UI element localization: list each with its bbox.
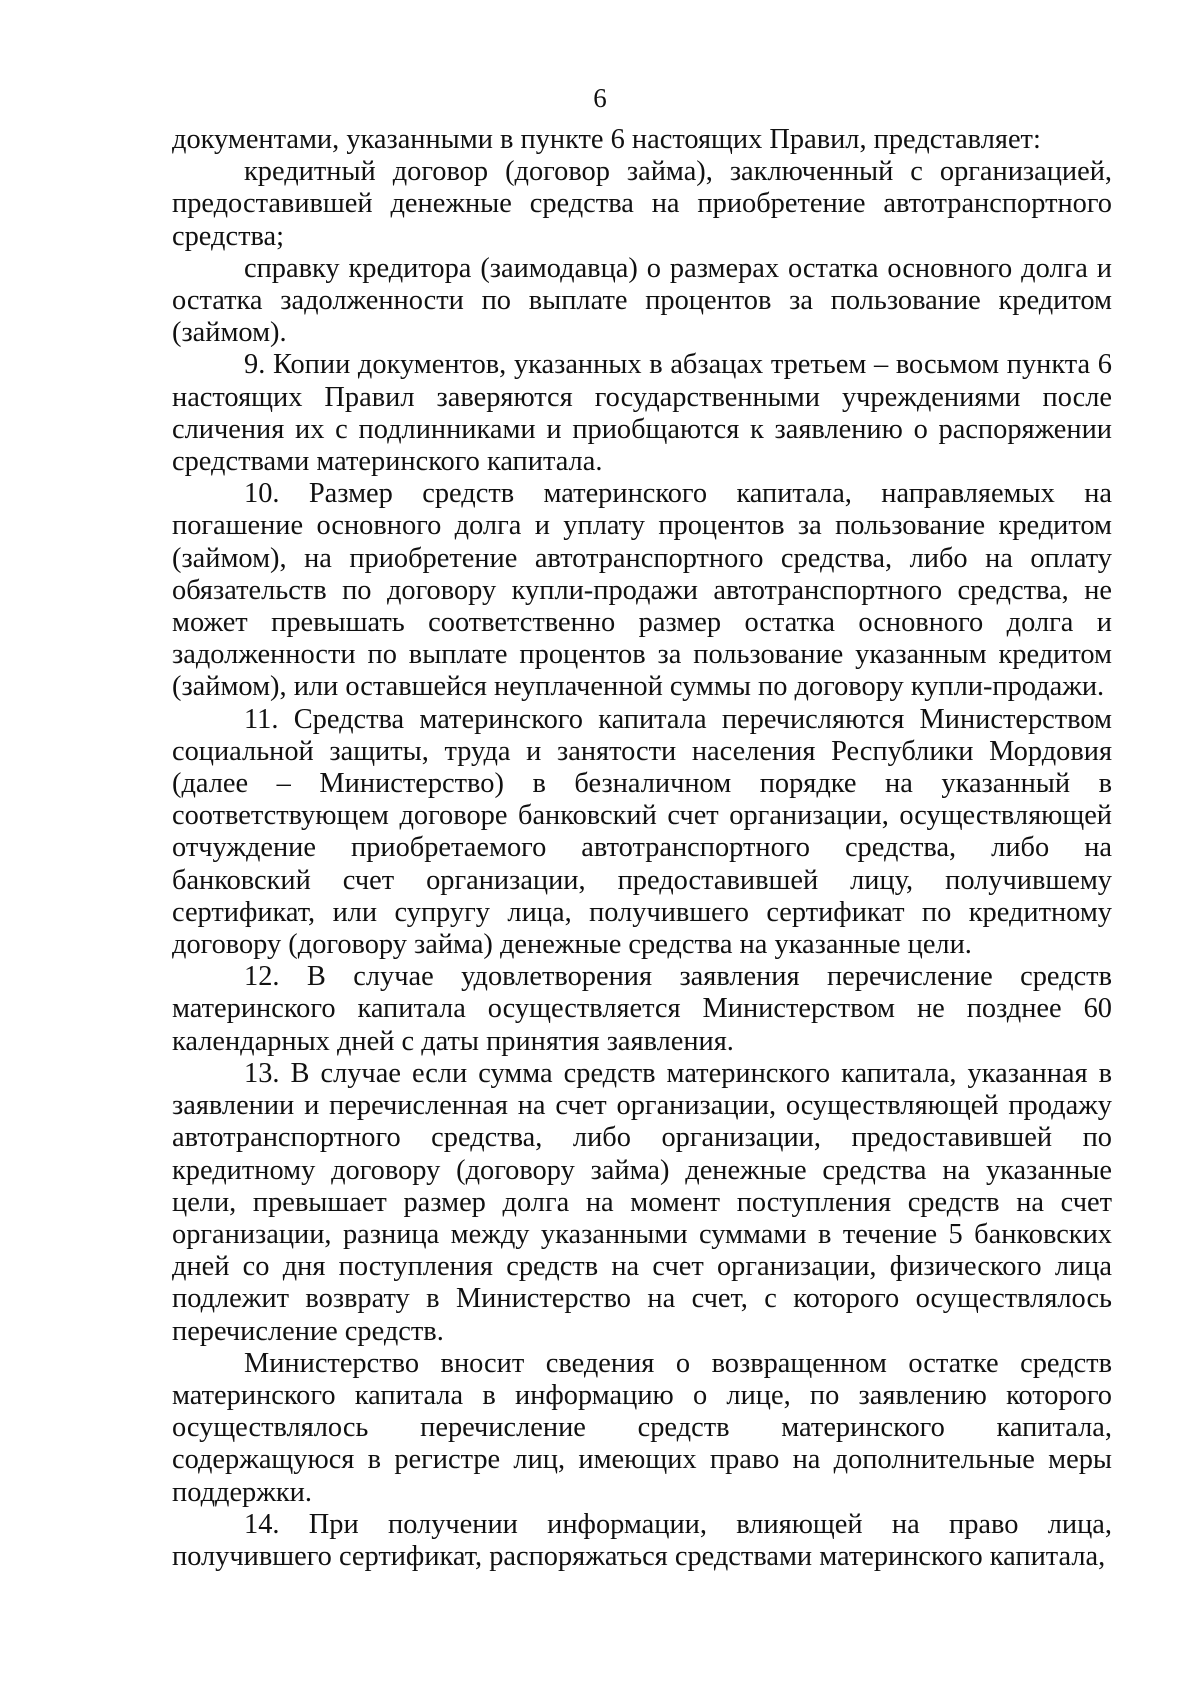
document-body — [172, 124, 1112, 1573]
paragraph-item-14: 14. При получении информации, влияющей на право лица, получившего сертификат, распоряжаться средствами материнского капитала, — [172, 1508, 1112, 1572]
paragraph-item-10: 10. Размер средств материнского капитала, направляемых на погашение основного долга и уплату процентов за пользование кредитом (займом), на приобретение автотранспортного средства, либо на оплату обязательств по договору купли-продажи автотранспортного средства, не может превышать соответственно размер остатка основного долга и задолженности по выплате процентов за пользование указанным кредитом (займом), или оставшейся неуплаченной суммы по договору купли-продажи. — [172, 478, 1112, 703]
paragraph-ministry-records: Министерство вносит сведения о возвращенном остатке средств материнского капитала в информацию о лице, по заявлению которого осуществлялось перечисление средств материнского капитала, содержащуюся в регистре лиц, имеющих право на дополнительные меры поддержки. — [172, 1347, 1112, 1508]
paragraph-continuation: документами, указанными в пункте 6 настоящих Правил, представляет: — [172, 124, 1041, 155]
paragraph-creditor-certificate: справку кредитора (заимодавца) о размерах остатка основного долга и остатка задолженности по выплате процентов за пользование кредитом (займом). — [172, 252, 1112, 349]
paragraph-item-13: 13. В случае если сумма средств материнского капитала, указанная в заявлении и перечисленная на счет организации, осуществляющей продажу автотранспортного средства, либо организации, предоставившей по кредитному договору (договору займа) денежные средства на указанные цели, превышает размер долга на момент поступления средств на счет организации, разница между указанными суммами в течение 5 банковских дней со дня поступления средств на счет организации, физического лица подлежит возврату в Министерство на счет, с которого осуществлялось перечисление средств. — [172, 1057, 1112, 1347]
page-number: 6 — [593, 83, 607, 113]
paragraph-item-11: 11. Средства материнского капитала перечисляются Министерством социальной защиты, труда и занятости населения Республики Мордовия (далее – Министерство) в безналичном порядке на указанный в соответствующем договоре банковский счет организации, осуществляющей отчуждение приобретаемого автотранспортного средства, либо на банковский счет организации, предоставившей лицу, получившему сертификат, или супругу лица, получившего сертификат по кредитному договору (договору займа) денежные средства на указанные цели. — [172, 703, 1112, 961]
paragraph-item-9: 9. Копии документов, указанных в абзацах третьем – восьмом пункта 6 настоящих Правил заверяются государственными учреждениями после сличения их с подлинниками и приобщаются к заявлению о распоряжении средствами материнского капитала. — [172, 349, 1112, 478]
paragraph-item-12: 12. В случае удовлетворения заявления перечисление средств материнского капитала осуществляется Министерством не позднее 60 календарных дней с даты принятия заявления. — [172, 961, 1112, 1057]
paragraph-credit-agreement: кредитный договор (договор займа), заключенный с организацией, предоставившей денежные средства на приобретение автотранспортного средства; — [172, 156, 1112, 252]
